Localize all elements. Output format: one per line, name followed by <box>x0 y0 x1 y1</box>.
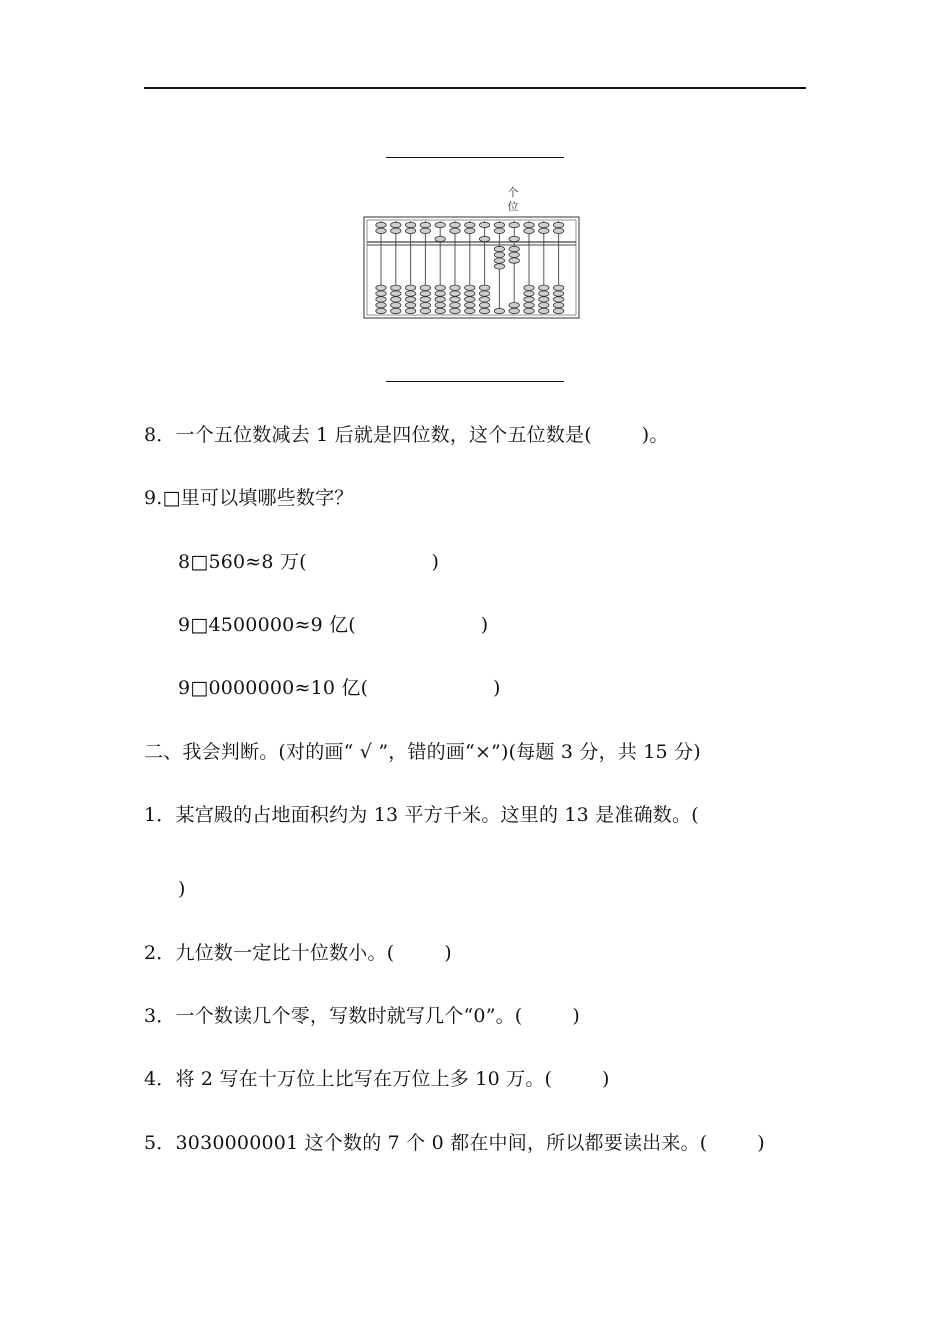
judge-item-1-paren: ) <box>178 878 186 900</box>
question-8: 8．一个五位数减去 1 后就是四位数，这个五位数是( )。 <box>144 424 669 446</box>
abacus-bead-upper <box>420 228 430 233</box>
abacus-bead-upper <box>539 228 549 233</box>
abacus-bead-lower <box>553 308 563 313</box>
abacus-bead-lower <box>435 303 445 308</box>
abacus-bead-lower <box>553 303 563 308</box>
abacus-bead-lower <box>539 291 549 296</box>
abacus-bead-lower <box>524 303 534 308</box>
abacus-bead-lower <box>420 297 430 302</box>
abacus-bead-upper <box>509 236 519 241</box>
abacus-bead-lower <box>376 285 386 290</box>
abacus-bead-lower <box>539 297 549 302</box>
abacus-bead-lower <box>405 291 415 296</box>
abacus-bead-upper <box>539 222 549 227</box>
abacus-bead-lower <box>553 285 563 290</box>
abacus-bead-lower <box>539 303 549 308</box>
abacus-bead-upper <box>450 228 460 233</box>
abacus-bead-upper <box>420 222 430 227</box>
abacus-bead-lower <box>479 285 489 290</box>
abacus-bead-lower <box>420 291 430 296</box>
abacus-bead-upper <box>509 222 519 227</box>
abacus-bead-lower <box>553 297 563 302</box>
abacus-bead-lower <box>420 285 430 290</box>
ones-place-label-bottom: 位 <box>507 200 519 213</box>
abacus-bead-upper <box>479 222 489 227</box>
abacus-bead-lower <box>435 285 445 290</box>
header-rule <box>144 87 806 89</box>
abacus-bead-upper <box>376 222 386 227</box>
abacus-bead-lower <box>435 308 445 313</box>
abacus-bead-lower <box>420 303 430 308</box>
abacus-bead-lower <box>405 297 415 302</box>
abacus-bead-lower <box>494 246 504 251</box>
abacus-bead-lower <box>539 285 549 290</box>
judge-item-2: 2．九位数一定比十位数小。( ) <box>144 942 452 964</box>
abacus-bead-lower <box>435 291 445 296</box>
abacus-bead-lower <box>391 291 401 296</box>
abacus-bead-upper <box>479 236 489 241</box>
abacus-bead-lower <box>405 303 415 308</box>
judge-item-4: 4．将 2 写在十万位上比写在万位上多 10 万。( ) <box>144 1068 610 1090</box>
abacus-bead-upper <box>494 228 504 233</box>
abacus-bead-lower <box>391 297 401 302</box>
abacus-bead-lower <box>465 285 475 290</box>
ones-place-label-top: 个 <box>507 186 519 199</box>
abacus-bead-lower <box>479 291 489 296</box>
judge-item-1: 1．某宫殿的占地面积约为 13 平方千米。这里的 13 是准确数。( <box>144 804 699 826</box>
abacus-bead-upper <box>494 222 504 227</box>
abacus-bead-upper <box>465 228 475 233</box>
abacus-bead-lower <box>420 308 430 313</box>
abacus-bead-lower <box>479 297 489 302</box>
abacus-bead-lower <box>509 303 519 308</box>
answer-blank-bottom <box>386 381 564 382</box>
abacus-bead-lower <box>391 308 401 313</box>
question-9c: 9□0000000≈10 亿( ) <box>178 677 501 699</box>
abacus-bead-upper <box>553 222 563 227</box>
abacus-bead-lower <box>376 297 386 302</box>
abacus-bead-lower <box>524 308 534 313</box>
abacus-bead-lower <box>479 303 489 308</box>
abacus-bead-upper <box>391 228 401 233</box>
abacus-bead-upper <box>391 222 401 227</box>
abacus-bead-lower <box>494 308 504 313</box>
abacus-bead-upper <box>435 236 445 241</box>
abacus-bead-upper <box>435 222 445 227</box>
abacus-bead-lower <box>450 291 460 296</box>
abacus-bead-lower <box>391 303 401 308</box>
abacus-bead-lower <box>494 264 504 269</box>
abacus-bead-lower <box>509 308 519 313</box>
abacus-bead-upper <box>465 222 475 227</box>
abacus-bead-lower <box>494 252 504 257</box>
question-9-title: 9.□里可以填哪些数字？ <box>144 487 354 509</box>
abacus-bead-lower <box>479 308 489 313</box>
question-9b: 9□4500000≈9 亿( ) <box>178 614 489 636</box>
abacus-bead-lower <box>509 258 519 263</box>
abacus-bead-lower <box>465 308 475 313</box>
abacus-bead-lower <box>450 308 460 313</box>
abacus-figure <box>362 184 582 320</box>
abacus-bead-lower <box>376 291 386 296</box>
abacus-bead-upper <box>524 222 534 227</box>
abacus-bead-lower <box>405 285 415 290</box>
abacus-bead-lower <box>494 258 504 263</box>
answer-blank-top <box>386 157 564 158</box>
abacus-bead-lower <box>376 308 386 313</box>
abacus-bead-upper <box>405 228 415 233</box>
abacus-bead-upper <box>405 222 415 227</box>
abacus-svg <box>362 184 582 320</box>
abacus-bead-lower <box>405 308 415 313</box>
abacus-bead-lower <box>450 285 460 290</box>
section-2-header: 二、我会判断。(对的画“ √ ”，错的画“×”)(每题 3 分，共 15 分) <box>144 741 701 763</box>
abacus-bead-upper <box>553 228 563 233</box>
abacus-bead-lower <box>524 291 534 296</box>
abacus-bead-upper <box>376 228 386 233</box>
abacus-bead-lower <box>524 285 534 290</box>
abacus-bead-lower <box>391 285 401 290</box>
abacus-bead-lower <box>376 303 386 308</box>
abacus-bead-lower <box>465 291 475 296</box>
question-9a: 8□560≈8 万( ) <box>178 551 440 573</box>
abacus-bead-lower <box>450 297 460 302</box>
abacus-bead-lower <box>509 246 519 251</box>
abacus-bead-lower <box>465 297 475 302</box>
abacus-bead-lower <box>539 308 549 313</box>
abacus-bead-lower <box>435 297 445 302</box>
judge-item-3: 3．一个数读几个零，写数时就写几个“0”。( ) <box>144 1005 580 1027</box>
abacus-bead-lower <box>553 291 563 296</box>
abacus-bead-lower <box>450 303 460 308</box>
judge-item-5: 5．3030000001 这个数的 7 个 0 都在中间，所以都要读出来。( ) <box>144 1132 765 1154</box>
abacus-bead-upper <box>450 222 460 227</box>
abacus-bead-lower <box>524 297 534 302</box>
abacus-bead-upper <box>524 228 534 233</box>
abacus-bead-lower <box>465 303 475 308</box>
abacus-bead-lower <box>509 252 519 257</box>
